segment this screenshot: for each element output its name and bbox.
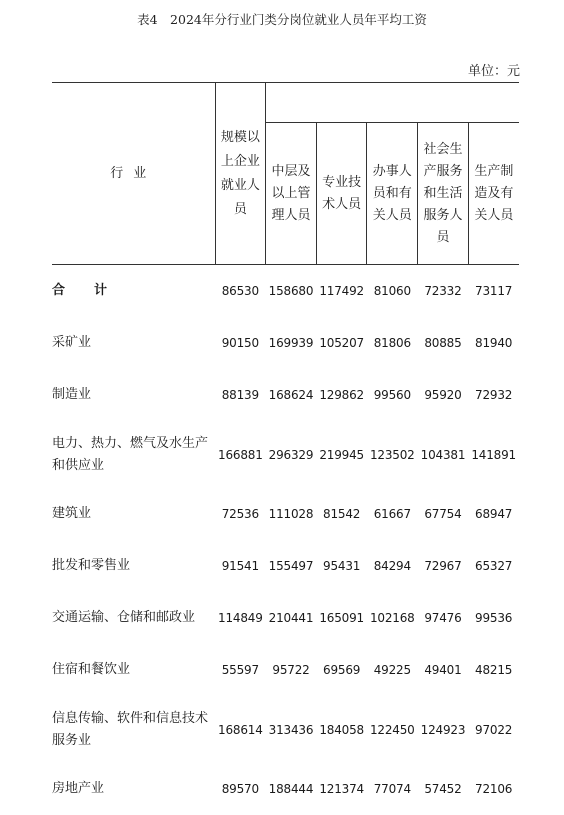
column-header-managers: 中层及以上管理人员 xyxy=(266,123,317,265)
row-label: 合 计 xyxy=(52,283,116,298)
cell-value: 117492 xyxy=(319,284,364,298)
row-label: 房地产业 xyxy=(52,781,105,796)
table-row xyxy=(52,540,519,592)
row-label: 交通运输、仓储和邮政业 xyxy=(52,610,196,625)
table-row xyxy=(52,696,519,763)
cell-value: 95722 xyxy=(272,663,310,677)
cell-value: 84294 xyxy=(373,559,411,573)
cell-value: 124923 xyxy=(420,722,466,737)
row-label: 建筑业 xyxy=(52,506,92,521)
cell-value: 129862 xyxy=(319,388,364,402)
row-label: 电力、热力、燃气及水生产和供应业 xyxy=(52,435,209,473)
cell-value: 67754 xyxy=(424,507,462,521)
cell-value: 165091 xyxy=(319,611,364,625)
cell-value: 99560 xyxy=(373,388,411,402)
table-row xyxy=(52,488,519,540)
cell-value: 105207 xyxy=(319,336,364,350)
cell-value: 72967 xyxy=(424,559,462,573)
table-row xyxy=(52,421,519,488)
cell-value: 168624 xyxy=(268,388,314,402)
column-header-service-workers: 社会生产服务和生活服务人员 xyxy=(418,123,469,265)
column-header-production-workers: 生产制造及有关人员 xyxy=(468,123,519,265)
cell-value: 55597 xyxy=(221,663,259,677)
cell-value: 69569 xyxy=(323,663,361,677)
cell-value: 122450 xyxy=(369,722,415,737)
cell-value: 97022 xyxy=(475,722,513,737)
cell-value: 111028 xyxy=(268,507,314,521)
table-title: 表4 2024年分行业门类分岗位就业人员年平均工资 xyxy=(137,12,427,27)
cell-value: 72536 xyxy=(221,507,259,521)
table-row xyxy=(52,763,519,815)
cell-value: 61667 xyxy=(373,507,411,521)
table-row xyxy=(52,369,519,421)
cell-value: 73117 xyxy=(475,284,513,298)
cell-value: 81060 xyxy=(373,284,411,298)
cell-value: 296329 xyxy=(268,447,314,462)
cell-value: 49401 xyxy=(424,663,462,677)
cell-value: 49225 xyxy=(373,663,411,677)
cell-value: 188444 xyxy=(268,782,314,796)
unit-label: 单位：元 xyxy=(467,64,520,79)
cell-value: 81542 xyxy=(323,507,361,521)
table-body xyxy=(52,265,519,815)
cell-value: 104381 xyxy=(420,447,466,462)
cell-value: 90150 xyxy=(221,336,259,350)
table-row xyxy=(52,644,519,696)
table-header xyxy=(52,83,519,265)
cell-value: 77074 xyxy=(373,782,411,796)
table-row xyxy=(52,265,519,318)
cell-value: 72106 xyxy=(475,782,513,796)
column-header-professionals: 专业技术人员 xyxy=(316,123,367,265)
cell-value: 91541 xyxy=(221,559,259,573)
column-header-group-spacer xyxy=(266,83,519,123)
row-label: 制造业 xyxy=(52,387,92,402)
cell-value: 95431 xyxy=(323,559,361,573)
cell-value: 155497 xyxy=(268,559,314,573)
cell-value: 123502 xyxy=(369,447,415,462)
cell-value: 141891 xyxy=(471,447,516,462)
table-row xyxy=(52,317,519,369)
cell-value: 48215 xyxy=(475,663,513,677)
row-label: 采矿业 xyxy=(52,335,92,350)
cell-value: 88139 xyxy=(221,388,259,402)
cell-value: 80885 xyxy=(424,336,462,350)
row-label: 住宿和餐饮业 xyxy=(52,662,131,677)
cell-value: 97476 xyxy=(424,611,462,625)
cell-value: 102168 xyxy=(369,611,415,625)
cell-value: 313436 xyxy=(268,722,314,737)
cell-value: 169939 xyxy=(268,336,314,350)
cell-value: 99536 xyxy=(475,611,513,625)
cell-value: 86530 xyxy=(221,284,259,298)
wage-table xyxy=(52,82,519,815)
cell-value: 72332 xyxy=(424,284,462,298)
cell-value: 158680 xyxy=(268,284,314,298)
column-header-clerks: 办事人员和有关人员 xyxy=(367,123,418,265)
cell-value: 219945 xyxy=(319,447,364,462)
cell-value: 89570 xyxy=(221,782,259,796)
cell-value: 95920 xyxy=(424,388,462,402)
cell-value: 57452 xyxy=(424,782,462,796)
cell-value: 81806 xyxy=(373,336,411,350)
cell-value: 166881 xyxy=(218,447,263,462)
row-label: 信息传输、软件和信息技术服务业 xyxy=(52,710,209,748)
column-header-industry: 行业 xyxy=(52,83,215,265)
cell-value: 210441 xyxy=(268,611,314,625)
cell-value: 184058 xyxy=(319,722,364,737)
cell-value: 114849 xyxy=(218,611,263,625)
row-label: 批发和零售业 xyxy=(52,558,131,573)
cell-value: 168614 xyxy=(218,722,263,737)
cell-value: 65327 xyxy=(475,559,513,573)
table-row xyxy=(52,592,519,644)
cell-value: 72932 xyxy=(475,388,513,402)
cell-value: 121374 xyxy=(319,782,364,796)
cell-value: 68947 xyxy=(475,507,513,521)
column-header-total: 规模以上企业就业人员 xyxy=(215,83,266,265)
cell-value: 81940 xyxy=(475,336,513,350)
